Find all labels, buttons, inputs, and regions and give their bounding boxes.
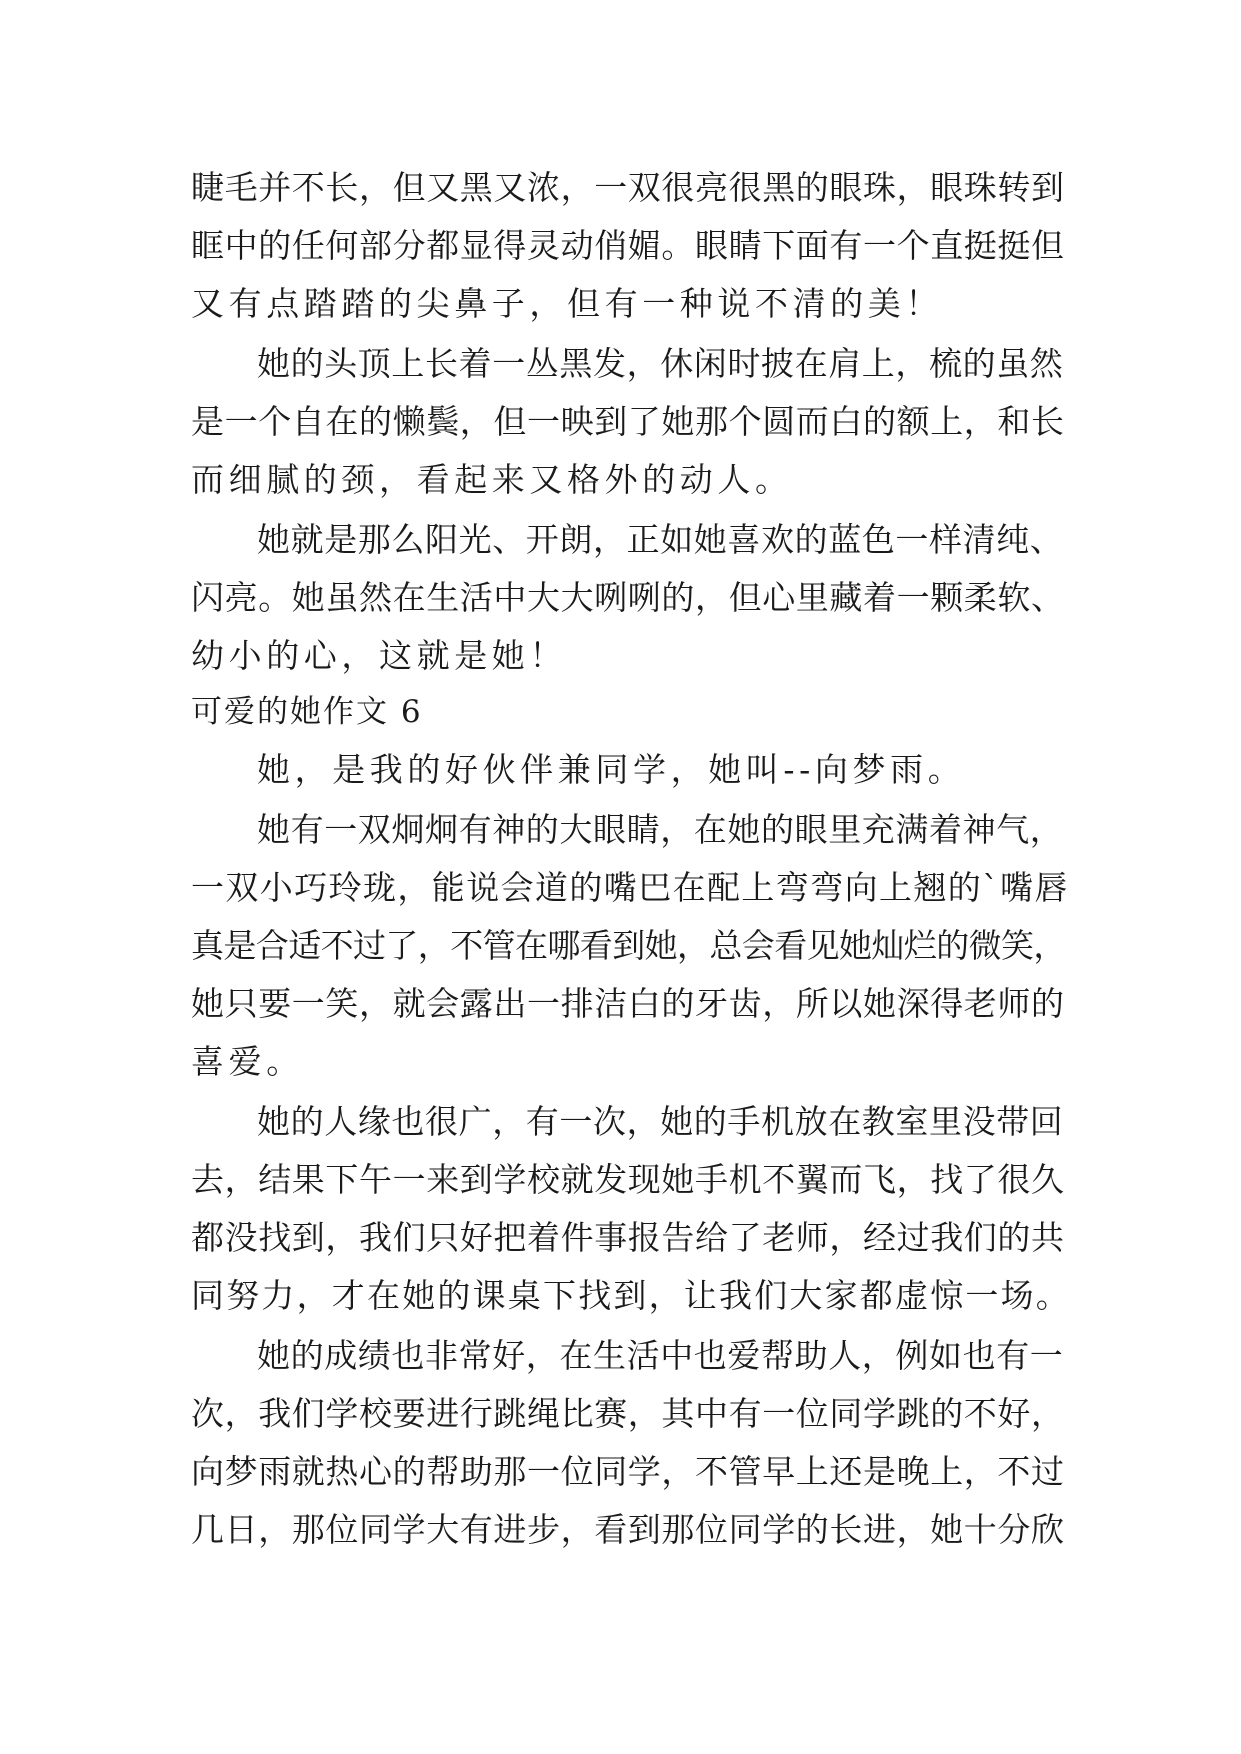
paragraph-line: 幼小的心，这就是她！	[191, 636, 567, 675]
paragraph-line: 次，我们学校要进行跳绳比赛，其中有一位同学跳的不好，	[191, 1394, 1065, 1433]
paragraph-line: 是一个自在的懒鬓，但一映到了她那个圆而白的额上，和长	[191, 402, 1065, 441]
paragraph-line: 她就是那么阳光、开朗，正如她喜欢的蓝色一样清纯、	[257, 520, 1064, 559]
paragraph-line: 向梦雨就热心的帮助那一位同学，不管早上还是晚上，不过	[191, 1452, 1065, 1491]
paragraph-line: 她，是我的好伙伴兼同学，她叫--向梦雨。	[257, 750, 966, 789]
paragraph-line: 眶中的任何部分都显得灵动俏媚。眼睛下面有一个直挺挺但	[191, 226, 1065, 265]
paragraph-line: 同努力，才在她的课桌下找到，让我们大家都虚惊一场。	[191, 1276, 1071, 1315]
paragraph-line: 喜爱。	[191, 1042, 304, 1081]
paragraph-line: 她有一双炯炯有神的大眼睛，在她的眼里充满着神气，	[257, 810, 1064, 849]
paragraph-line: 闪亮。她虽然在生活中大大咧咧的，但心里藏着一颗柔软、	[191, 578, 1065, 617]
paragraph-line: 她的人缘也很广，有一次，她的手机放在教室里没带回	[257, 1102, 1064, 1141]
paragraph-line: 都没找到，我们只好把着件事报告给了老师，经过我们的共	[191, 1218, 1065, 1257]
paragraph-line: 她只要一笑，就会露出一排洁白的牙齿，所以她深得老师的	[191, 984, 1065, 1023]
paragraph-line: 一双小巧玲珑，能说会道的嘴巴在配上弯弯向上翘的`嘴唇	[191, 868, 1069, 907]
paragraph-line: 她的成绩也非常好，在生活中也爱帮助人，例如也有一	[257, 1336, 1064, 1375]
paragraph-line: 几日，那位同学大有进步，看到那位同学的长进，她十分欣	[191, 1510, 1065, 1549]
paragraph-line: 而细腻的颈，看起来又格外的动人。	[191, 460, 793, 499]
paragraph-line: 睫毛并不长，但又黑又浓，一双很亮很黑的眼珠，眼珠转到	[191, 168, 1065, 207]
section-heading: 可爱的她作文 6	[191, 694, 423, 730]
paragraph-line: 去，结果下午一来到学校就发现她手机不翼而飞，找了很久	[191, 1160, 1065, 1199]
paragraph-line: 真是合适不过了，不管在哪看到她，总会看见她灿烂的微笑，	[191, 926, 1066, 965]
paragraph-line: 又有点踏踏的尖鼻子，但有一种说不清的美！	[191, 284, 943, 323]
paragraph-line: 她的头顶上长着一丛黑发，休闲时披在肩上，梳的虽然	[257, 344, 1064, 383]
